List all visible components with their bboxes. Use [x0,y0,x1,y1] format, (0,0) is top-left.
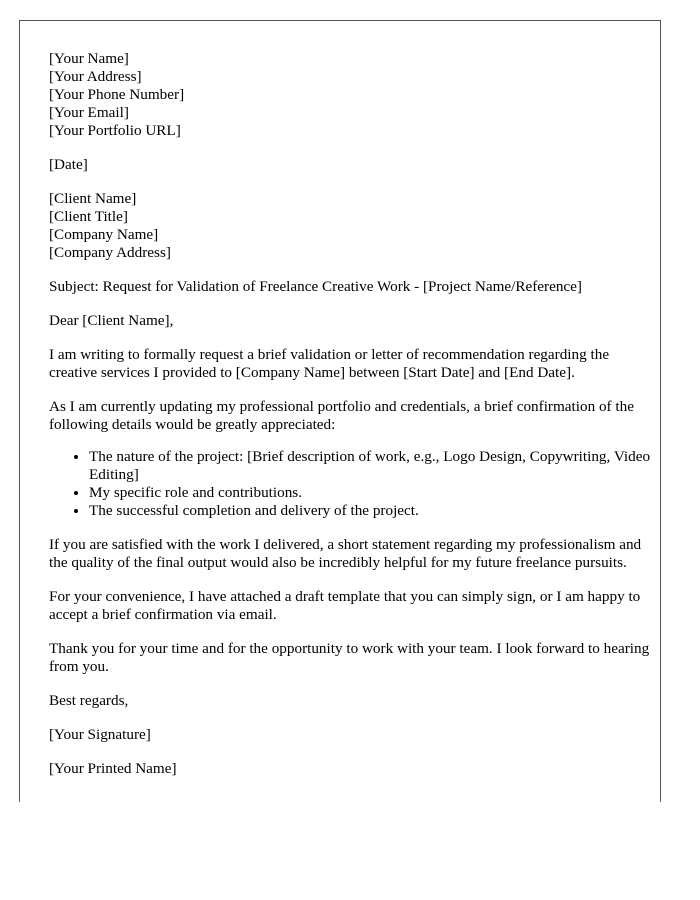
list-item: • My specific role and contributions. [89,484,660,502]
recipient-title: [Client Title] [49,208,128,225]
letter-page [19,20,661,802]
recipient-block [49,190,660,262]
body-paragraph: Thank you for your time and for the opportunity to work with your team. I look forward to hearing from you. [49,640,650,675]
sender-phone: [Your Phone Number] [49,86,185,103]
letter-date: [Date] [49,156,88,173]
recipient-company: [Company Name] [49,226,159,243]
sender-address: [Your Address] [49,68,142,85]
recipient-name: [Client Name] [49,190,137,207]
sender-email: [Your Email] [49,104,129,121]
printed-name: [Your Printed Name] [49,760,177,777]
sender-portfolio: [Your Portfolio URL] [49,122,181,139]
list-item: • The nature of the project: [Brief description of work, e.g., Logo Design, Copywriting, Video Editing] [89,448,660,484]
closing: Best regards, [49,692,129,709]
subject-line: Subject: Request for Validation of Freelance Creative Work - [Project Name/Reference] [49,278,582,295]
sender-block [49,50,660,140]
body-paragraph: I am writing to formally request a brief validation or letter of recommendation regarding the creative services I provided to [Company Name] between [Start Date] and [End Date]. [49,346,610,381]
body-paragraph: As I am currently updating my professional portfolio and credentials, a brief confirmation of the following details would be greatly appreciated: [49,398,634,433]
details-list [49,448,660,520]
recipient-address: [Company Address] [49,244,171,261]
list-item: • The successful completion and delivery of the project. [89,502,660,520]
signature: [Your Signature] [49,726,151,743]
sender-name: [Your Name] [49,50,129,67]
body-paragraph: For your convenience, I have attached a draft template that you can simply sign, or I am happy to accept a brief confirmation via email. [49,588,641,623]
salutation: Dear [Client Name], [49,312,174,329]
body-paragraph: If you are satisfied with the work I delivered, a short statement regarding my professionalism and the quality of the final output would also be incredibly helpful for my future freelance pursuits. [49,536,642,571]
